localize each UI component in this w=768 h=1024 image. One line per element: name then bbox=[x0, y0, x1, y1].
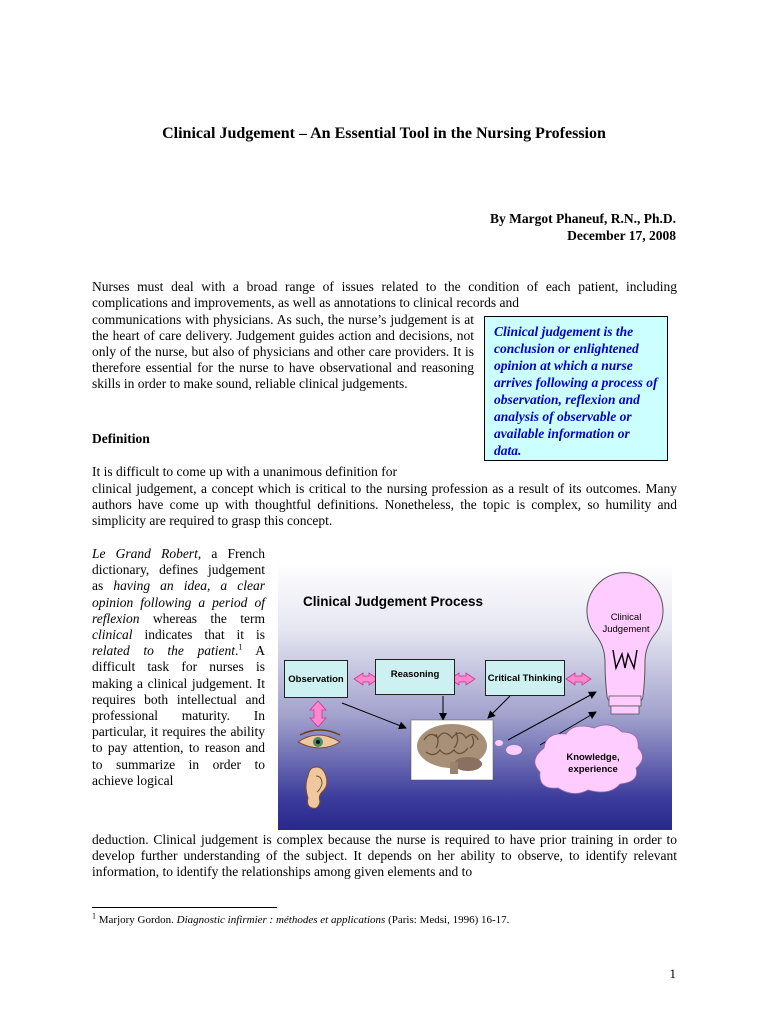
robert-paragraph bbox=[92, 546, 265, 789]
italic-quote: having an idea, a clear opinion following a period of reflexion bbox=[92, 578, 265, 626]
footnote-number: 1 bbox=[92, 911, 96, 921]
cloud-label-line: Knowledge, bbox=[566, 752, 620, 763]
cloud-label bbox=[546, 752, 640, 776]
footnote-separator bbox=[92, 907, 277, 908]
clinical-judgement-process-figure bbox=[278, 562, 672, 830]
dictionary-name: Le Grand Robert bbox=[92, 546, 198, 561]
figure-title: Clinical Judgement Process bbox=[303, 594, 484, 609]
definition-callout-box: Clinical judgement is the conclusion or enlightened opinion at which a nurse arrives following a process of observation, reflexion and analysis of observable or available information or data. bbox=[484, 316, 668, 461]
definition-heading: Definition bbox=[92, 431, 150, 446]
page-number: 1 bbox=[669, 966, 676, 981]
document-title: Clinical Judgement – An Essential Tool in the Nursing Profession bbox=[162, 125, 606, 142]
text-span: A difficult task for nurses is making a clinical judgement. It requires both intellectual and professional maturity. In particular, it requires the ability to pay attention, to reason and to summarize in order to achieve logical bbox=[92, 643, 265, 788]
footnote-work-title: Diagnostic infirmier : méthodes et applications bbox=[176, 914, 386, 926]
lightbulb-icon bbox=[587, 573, 663, 714]
text-span: , a French dictionary, defines judgement as bbox=[92, 546, 266, 594]
double-arrow-icon bbox=[566, 673, 591, 685]
eye-icon bbox=[298, 730, 340, 748]
italic-term: clinical bbox=[92, 627, 133, 643]
box-observation: Observation bbox=[284, 660, 348, 698]
definition-paragraph-first-line: It is difficult to come up with a unanimous definition for bbox=[92, 464, 397, 479]
intro-paragraph-full: Nurses must deal with a broad range of issues related to the condition of each patient, including complications and improvements, as well as annotations to clinical records and bbox=[92, 279, 677, 311]
footnote bbox=[92, 911, 510, 926]
text-span: . bbox=[235, 643, 239, 659]
thought-bubble-dots bbox=[495, 740, 522, 755]
brain-icon bbox=[411, 720, 493, 780]
box-reasoning: Reasoning bbox=[375, 659, 455, 695]
final-paragraph: deduction. Clinical judgement is complex because the nurse is required to have prior training in order to develop further understanding of the subject. It depends on her ability to observe, to identify relevant information, to identify the relationships among given elements and to bbox=[92, 832, 677, 880]
byline bbox=[490, 210, 676, 244]
bulb-label-line: Clinical bbox=[610, 612, 642, 623]
bulb-label-line: Judgement bbox=[602, 624, 650, 635]
arrow-to-brain bbox=[488, 696, 510, 718]
text-span: whereas the term bbox=[139, 610, 265, 626]
definition-paragraph: clinical judgement, a concept which is critical to the nursing profession as a result of its outcomes. Many authors have come up with thoughtful definitions. Nonetheless, the topic is complex, so humility and simplicity are required to grasp this concept. bbox=[92, 480, 677, 528]
cloud-label-line: experience bbox=[568, 764, 618, 775]
arrow-to-brain bbox=[342, 703, 406, 728]
footnote-reference: 1 bbox=[238, 642, 243, 652]
italic-quote: related to the patient bbox=[92, 643, 236, 659]
footnote-publication: (Paris: Medsi, 1996) 16-17. bbox=[385, 914, 510, 926]
ear-icon bbox=[306, 767, 327, 808]
footnote-author: Marjory Gordon. bbox=[96, 914, 177, 926]
author-line: By Margot Phaneuf, R.N., Ph.D. bbox=[490, 211, 676, 226]
vertical-double-arrow-icon bbox=[310, 701, 326, 727]
bulb-label bbox=[595, 612, 657, 636]
box-critical-thinking: Critical Thinking bbox=[485, 660, 565, 696]
date-line: December 17, 2008 bbox=[567, 228, 676, 243]
intro-paragraph-wrapped: communications with physicians. As such, the nurse’s judgement is at the heart of care delivery. Judgement guides action and decisions, not only of the nurse, but also of physicians and other care providers. It is therefore essential for the nurse to have observational and reasoning skills in order to make sound, reliable clinical judgements. bbox=[92, 311, 474, 392]
text-span: indicates that it is bbox=[132, 627, 265, 643]
